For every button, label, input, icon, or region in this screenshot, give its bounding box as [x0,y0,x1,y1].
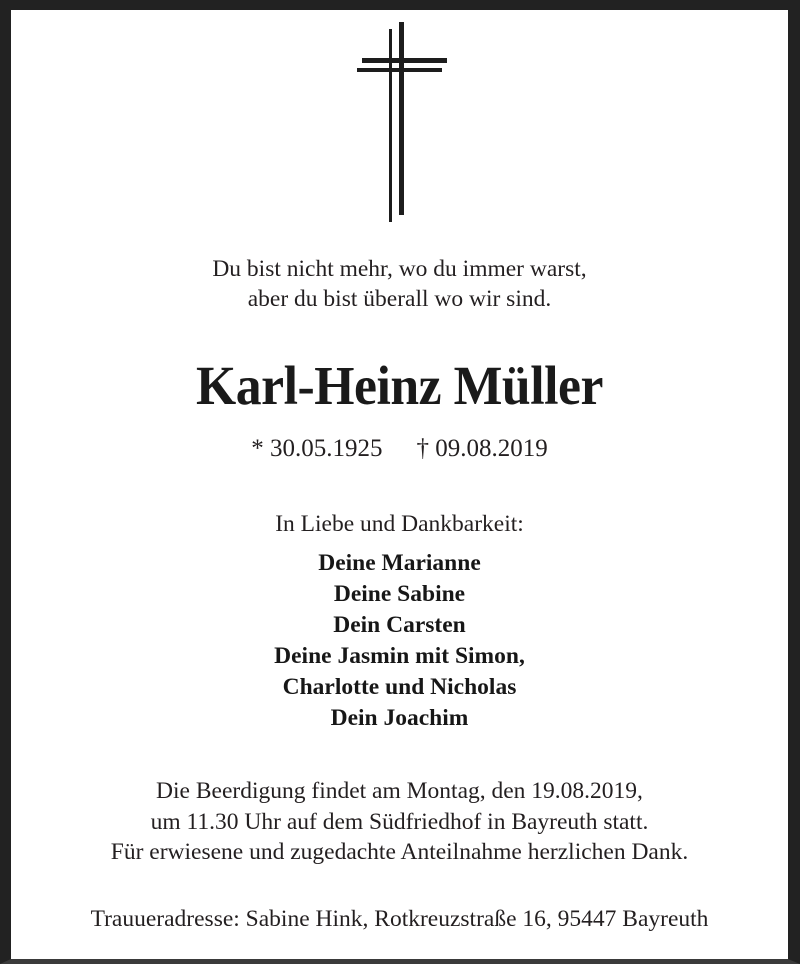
funeral-info-line-2: um 11.30 Uhr auf dem Südfriedhof in Bayreuth statt. [150,808,649,835]
cross-horizontal-lower-stroke [357,68,442,72]
death-date: 09.08.2019 [435,435,548,462]
birth-date: 30.05.1925 [270,435,383,462]
family-member: Charlotte und Nicholas [282,674,517,700]
cross-horizontal-upper-stroke [362,58,447,63]
contact-address: Trauueradresse: Sabine Hink, Rotkreuzstraße 16, 95447 Bayreuth [90,905,709,932]
dedication-text: In Liebe und Dankbarkeit: [275,511,524,537]
birth-symbol: * [251,435,264,462]
family-member: Deine Sabine [333,581,466,607]
family-member: Dein Joachim [330,705,469,731]
funeral-info-line-3: Für erwiesene und zugedachte Anteilnahme herzlichen Dank. [110,839,689,865]
epitaph-line-1: Du bist nicht mehr, wo du immer warst, [212,256,587,282]
family-member: Deine Jasmin mit Simon, [274,643,525,669]
family-member: Deine Marianne [318,550,481,576]
cross-icon [11,10,788,224]
funeral-info [11,776,788,868]
epitaph [11,254,788,314]
birth-date-group [251,435,382,462]
life-dates [11,433,788,465]
cross-vertical-thick-stroke [399,22,404,215]
family-list [11,548,788,734]
death-symbol: † [416,435,429,462]
epitaph-line-2: aber du bist überall wo wir sind. [247,286,552,312]
deceased-name: Karl-Heinz Müller [196,355,603,416]
family-member: Dein Carsten [333,612,466,638]
funeral-info-line-1: Die Beerdigung findet am Montag, den 19.08.2019, [156,778,643,804]
death-date-group [417,435,548,462]
notice-inner [11,10,788,959]
